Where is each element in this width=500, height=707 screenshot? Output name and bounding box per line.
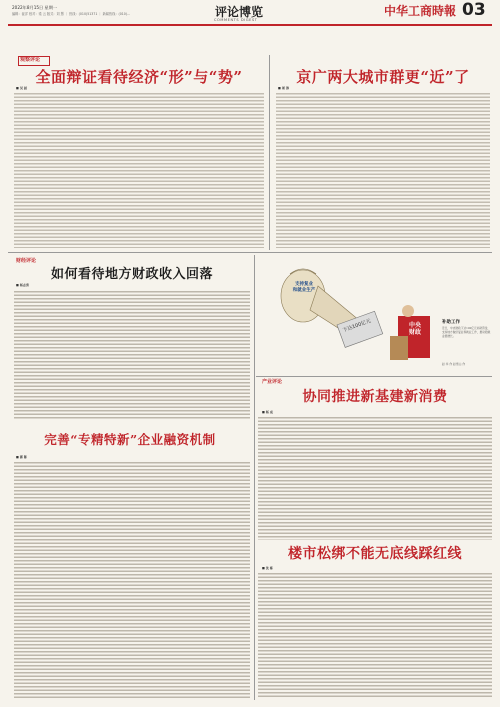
top-left-body [14,92,264,248]
cartoon-caption-title: 补助工作 [442,320,460,325]
mid-left-tag: 财经评论 [16,258,37,264]
industry-body-2 [258,572,492,699]
industry-headline-2: 楼市松绑不能无底线踩红线 [288,546,462,562]
top-left-tag: 观察评论 [20,57,41,63]
cartoon-illustration [258,256,436,374]
vertical-divider-mid [254,255,255,700]
date-line: 2022年8月15日 星期一 [12,5,58,10]
central-fiscal-label: 中央 财政 [408,322,421,336]
header-rule [8,24,492,26]
top-right-body [276,92,490,248]
bottom-left-body [14,461,250,699]
mid-left-byline: ■ 杨志勇 [16,283,29,287]
column-divider [269,55,270,250]
section-title: 评论博览 [215,5,264,19]
section-subtitle: COMMENTS DIGEST [214,18,258,22]
mid-left-headline: 如何看待地方财政收入回落 [50,267,213,282]
top-left-headline: 全面辩证看待经济“形”与“势” [35,68,243,86]
bag-label: 支持复业 和就业生产 [292,282,316,293]
industry-body-1 [258,416,492,540]
industry-byline-1: ■ 杨 成 [262,410,273,414]
industry-tag: 产业评论 [262,379,283,385]
tag-label: 下达100亿元 [342,318,372,334]
bottom-left-byline: ■ 郭 陈 [16,455,27,459]
page-number: 03 [462,0,486,20]
cartoon-caption-body: 近日，中央财政下达100亿元补助资金，支持地方做好复业和就业工作，推动稳就业稳增长。 [442,326,491,338]
industry-headline-1: 协同推进新基建新消费 [302,389,448,405]
top-right-byline: ■ 周 涛 [278,86,289,90]
newspaper-name: 中华工商時報 [384,4,457,18]
cartoon-divider [256,376,492,377]
editor-line: 编辑：崔洋 校对：梁 云 版式：刘 慧 ｜ 热线：(010)51371 ｜ 新闻热线：(010)... [12,12,131,16]
mid-left-body [14,290,250,420]
top-left-byline: ■ 吴 晨 [16,86,27,90]
bottom-left-headline: 完善“专精特新”企业融资机制 [44,432,216,447]
money-bag-cartoon [258,256,436,374]
top-right-headline: 京广两大城市群更“近”了 [296,68,470,86]
industry-byline-2: ■ 沈 栋 [262,566,273,570]
cartoon-caption-credit: 赵 华 作 赵雪山 作 [442,362,466,366]
section-divider [8,252,492,253]
